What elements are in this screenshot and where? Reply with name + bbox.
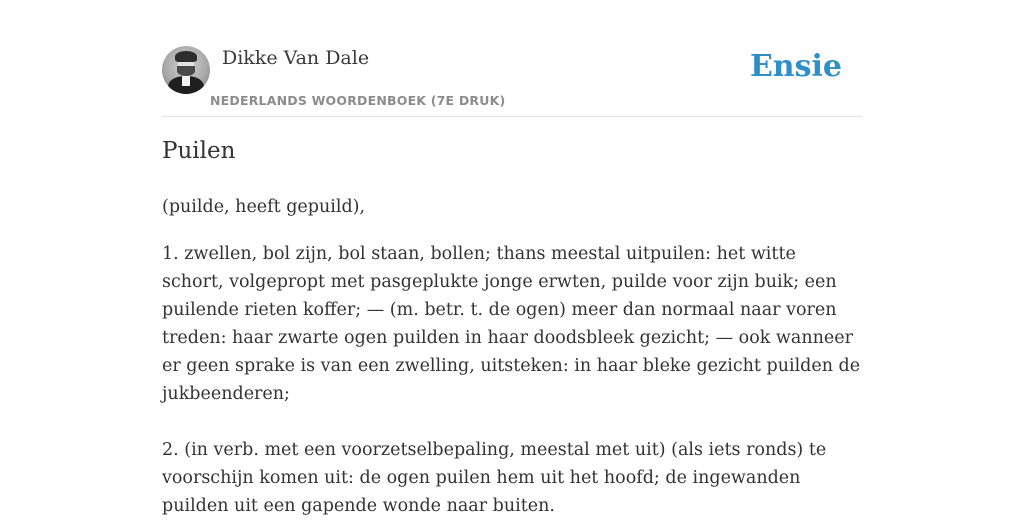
author-name[interactable]: Dikke Van Dale xyxy=(222,47,370,69)
definition-1: 1. zwellen, bol zijn, bol staan, bollen; thans meestal uitpuilen: het witte schort, volgepropt met pasgeplukte jonge erwten, puilde voor zijn buik; een puilende rieten koffer; — (m. betr. t. de ogen) meer dan normaal naar voren treden: haar zwarte ogen puilden in haar doodsbleek gezicht; — ook wanneer er geen sprake is van een zwelling, uitsteken: in haar bleke gezicht puilden de jukbeenderen; xyxy=(162,244,861,404)
entry-title: Puilen xyxy=(162,138,236,164)
brand-logo[interactable]: Ensie xyxy=(749,49,842,84)
avatar-hair xyxy=(175,51,197,62)
paragraph-spacer xyxy=(162,408,862,436)
definition-2: 2. (in verb. met een voorzetselbepaling, meestal met uit) (als iets ronds) te voorschijn komen uit: de ogen puilen hem uit het hoofd; de ingewanden puilden uit een gapende wonde naar buiten. xyxy=(162,440,827,516)
page-header xyxy=(162,46,862,117)
entry-forms: (puilde, heeft gepuild), xyxy=(162,197,366,217)
source-label[interactable]: NEDERLANDS WOORDENBOEK (7E DRUK) xyxy=(210,93,506,108)
entry-content xyxy=(162,193,862,520)
author-avatar[interactable] xyxy=(162,46,210,94)
avatar-collar xyxy=(182,76,190,86)
avatar-beard xyxy=(177,66,195,76)
